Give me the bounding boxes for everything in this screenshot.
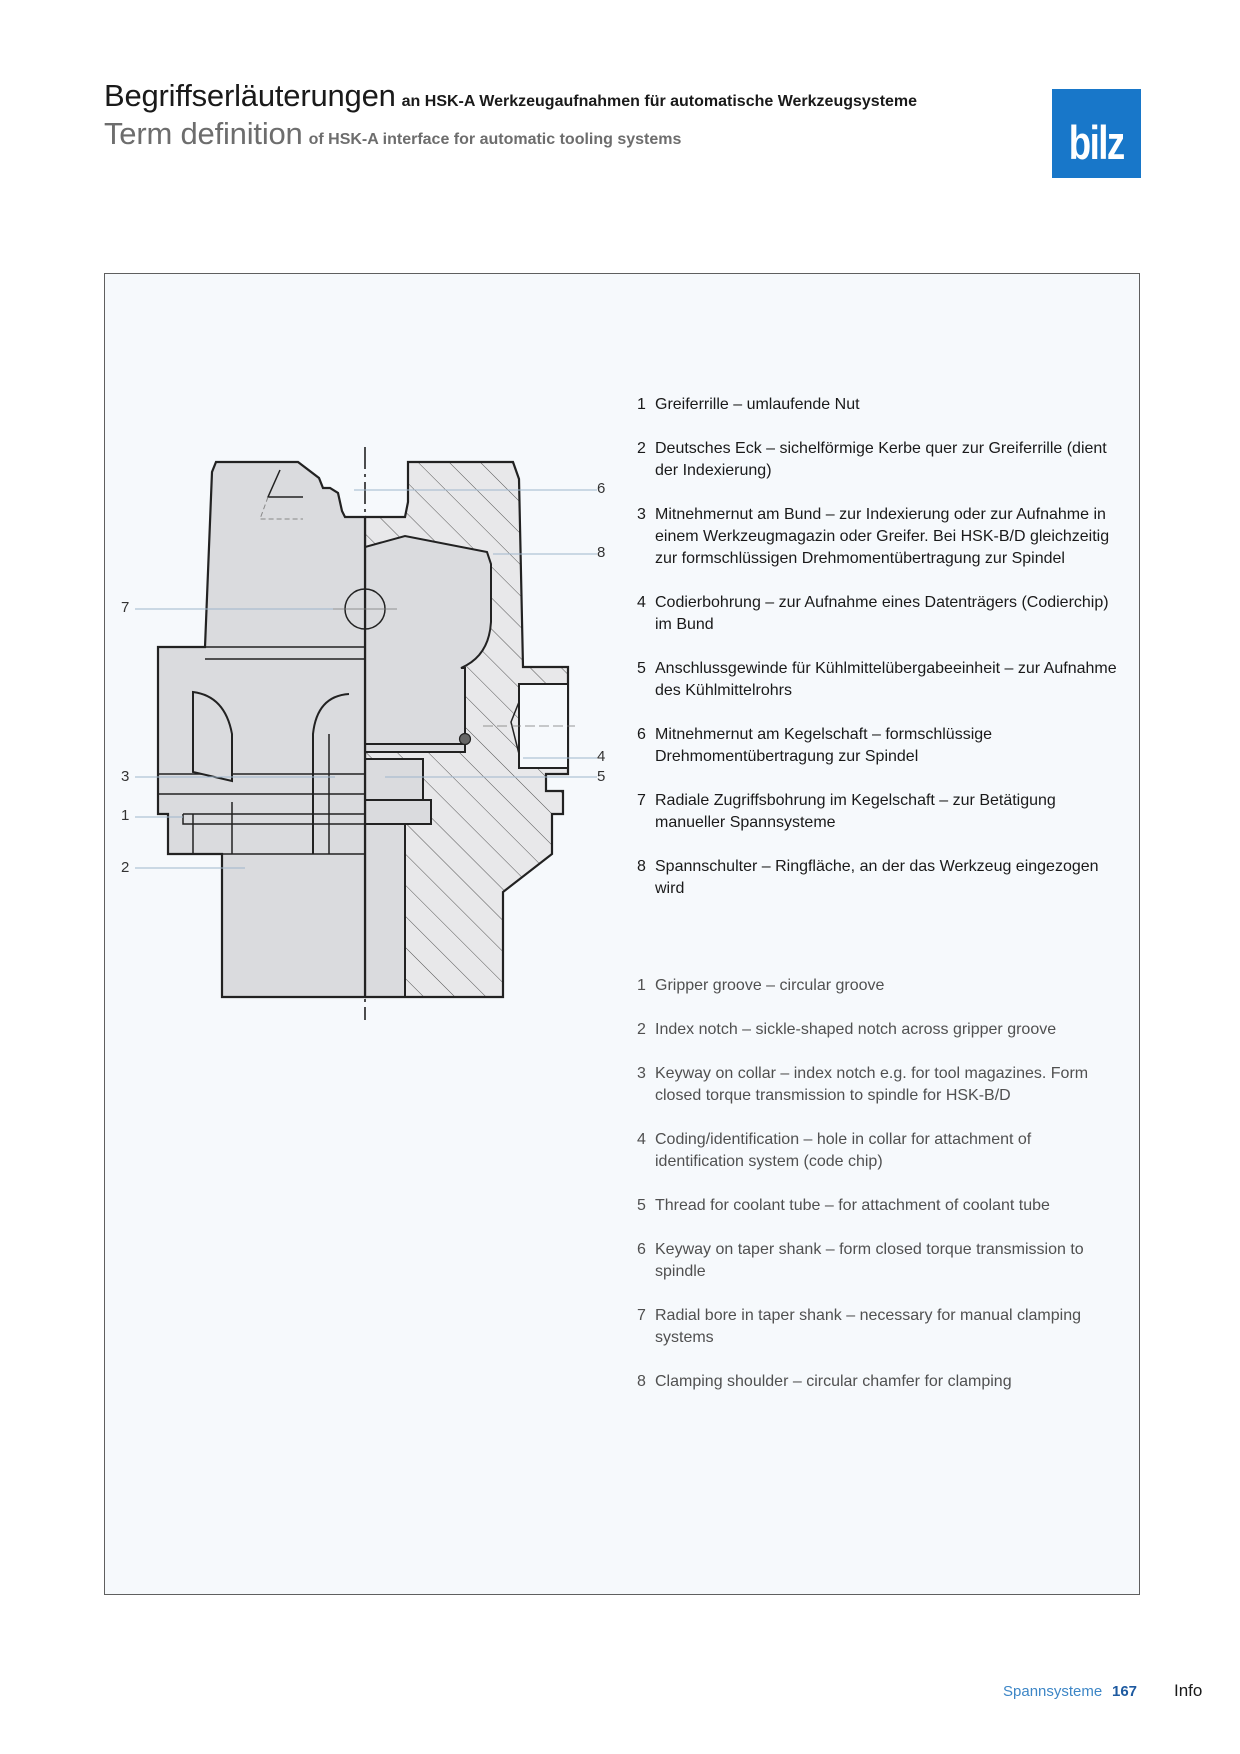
definitions-english xyxy=(637,975,1117,1415)
page-header xyxy=(104,78,1004,152)
footer-section-name: Spannsysteme xyxy=(1003,1683,1103,1700)
definitions-german xyxy=(637,394,1117,922)
title-de-subtitle: an HSK-A Werkzeugaufnahmen für automatische Werkzeugsysteme xyxy=(401,93,918,110)
content-panel xyxy=(104,273,1140,1595)
definition-item: 5 Thread for coolant tube – for attachment of coolant tube xyxy=(637,1197,1050,1214)
definition-item: 2 Deutsches Eck – sichelförmige Kerbe quer zur Greiferrille (dient der Indexierung) xyxy=(637,440,1107,479)
footer-info-label: Info xyxy=(1174,1681,1203,1700)
footer-page-number: 167 xyxy=(1112,1683,1138,1700)
definition-item: 6 Mitnehmernut am Kegelschaft – formschlüssige Drehmomentübertragung zur Spindel xyxy=(637,726,993,765)
definition-item: 1 Greiferrille – umlaufende Nut xyxy=(637,396,860,413)
callout-6: 6 xyxy=(597,480,606,497)
definition-item: 2 Index notch – sickle-shaped notch across gripper groove xyxy=(637,1021,1057,1038)
title-en-line xyxy=(104,116,1004,152)
section-right xyxy=(365,462,568,997)
definition-item: 7 Radial bore in taper shank – necessary for manual clamping systems xyxy=(637,1307,1082,1346)
definition-item: 5 Anschlussgewinde für Kühlmittelübergabeeinheit – zur Aufnahme des Kühlmittelrohrs xyxy=(637,660,1117,699)
definition-item: 3 Mitnehmernut am Bund – zur Indexierung oder zur Aufnahme in einem Werkzeugmagazin oder Greifer. Bei HSK-B/D gleichzeitig zur formschlüssigen Drehmomentübertragung zur Spindel xyxy=(637,506,1110,567)
callout-8: 8 xyxy=(597,544,606,561)
logo-text: bilz xyxy=(1069,116,1124,169)
definition-item: 1 Gripper groove – circular groove xyxy=(637,977,885,994)
definition-item: 4 Coding/identification – hole in collar for attachment of identification system (code chip) xyxy=(637,1131,1032,1170)
callout-2: 2 xyxy=(121,859,130,876)
title-en-subtitle: of HSK-A interface for automatic tooling systems xyxy=(308,131,682,148)
callout-1: 1 xyxy=(121,807,130,824)
title-en: Term definition xyxy=(104,116,303,151)
callout-3: 3 xyxy=(121,768,130,785)
callout-5: 5 xyxy=(597,768,606,785)
definition-item: 4 Codierbohrung – zur Aufnahme eines Datenträgers (Codierchip) im Bund xyxy=(637,594,1109,633)
definition-item: 3 Keyway on collar – index notch e.g. for tool magazines. Form closed torque transmission to spindle for HSK-B/D xyxy=(637,1065,1089,1104)
title-de-line xyxy=(104,78,1004,114)
callout-4: 4 xyxy=(597,748,606,765)
bilz-logo xyxy=(1052,89,1141,178)
hsk-cross-section-drawing xyxy=(105,274,645,1054)
definition-item: 6 Keyway on taper shank – form closed torque transmission to spindle xyxy=(637,1241,1084,1280)
callout-7: 7 xyxy=(121,599,130,616)
definition-item: 8 Clamping shoulder – circular chamfer for clamping xyxy=(637,1373,1012,1390)
definition-item: 7 Radiale Zugriffsbohrung im Kegelschaft – zur Betätigung manueller Spannsysteme xyxy=(637,792,1056,831)
title-de: Begriffserläuterungen xyxy=(104,78,396,113)
definition-item: 8 Spannschulter – Ringfläche, an der das Werkzeug eingezogen wird xyxy=(637,858,1099,897)
section-left xyxy=(158,462,365,997)
